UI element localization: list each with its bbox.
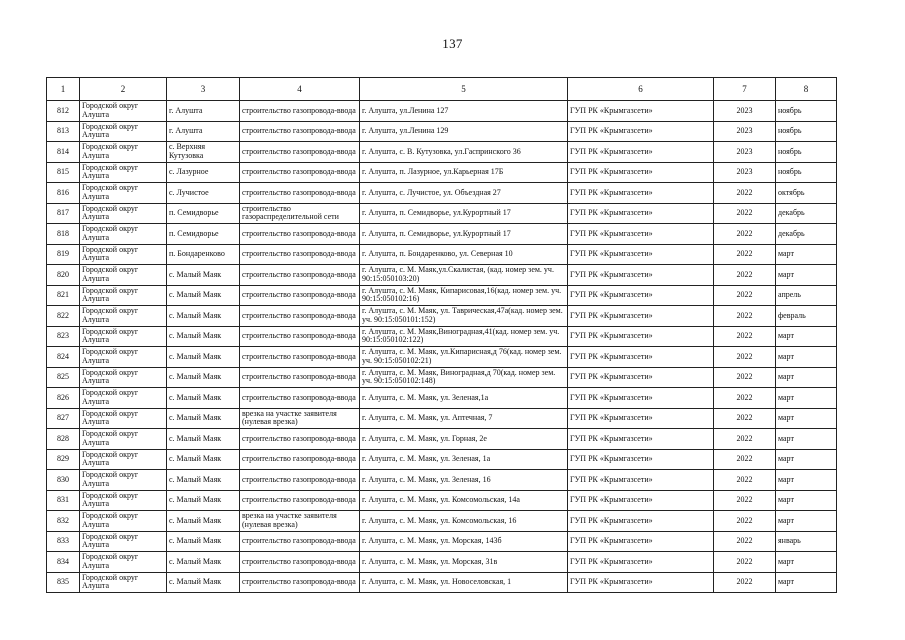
district-cell: Городской округ Алушта [80,162,167,183]
district-cell: Городской округ Алушта [80,511,167,532]
district-cell: Городской округ Алушта [80,552,167,573]
year-cell: 2022 [714,326,776,347]
organization-cell: ГУП РК «Крымгазсети» [568,511,714,532]
address-cell: г. Алушта, с. М. Маяк, ул. Таврическая,47а(кад. номер зем. уч. 90:15:050101:152) [360,306,568,327]
table-row [47,224,837,245]
year-cell: 2022 [714,265,776,286]
row-number-cell: 828 [47,429,80,450]
table-row [47,470,837,491]
table-row [47,326,837,347]
work-type-cell: врезка на участке заявителя (нулевая врезка) [240,408,360,429]
month-cell: март [776,408,837,429]
work-type-cell: строительство газораспределительной сети [240,203,360,224]
address-cell: г. Алушта, с. М. Маяк, ул. Зеленая, 1а [360,449,568,470]
work-type-cell: строительство газопровода-ввода [240,429,360,450]
address-cell: г. Алушта, с. М. Маяк,ул.Скалистая, (кад. номер зем. уч. 90:15:050103:20) [360,265,568,286]
work-type-cell: строительство газопровода-ввода [240,162,360,183]
work-type-cell: строительство газопровода-ввода [240,367,360,388]
year-cell: 2022 [714,285,776,306]
table-row [47,121,837,142]
row-number-cell: 826 [47,388,80,409]
row-number-cell: 831 [47,490,80,511]
row-number-cell: 820 [47,265,80,286]
organization-cell: ГУП РК «Крымгазсети» [568,121,714,142]
row-number-cell: 813 [47,121,80,142]
organization-cell: ГУП РК «Крымгазсети» [568,265,714,286]
address-cell: г. Алушта, ул.Ленина 129 [360,121,568,142]
settlement-cell: с. Малый Маяк [167,347,240,368]
month-cell: март [776,326,837,347]
organization-cell: ГУП РК «Крымгазсети» [568,285,714,306]
district-cell: Городской округ Алушта [80,326,167,347]
settlement-cell: с. Лучистое [167,183,240,204]
table-row [47,244,837,265]
settlement-cell: с. Малый Маяк [167,285,240,306]
work-type-cell: строительство газопровода-ввода [240,552,360,573]
month-cell: март [776,347,837,368]
district-cell: Городской округ Алушта [80,572,167,593]
address-cell: г. Алушта, п. Семидворье, ул.Курортный 17 [360,224,568,245]
work-type-cell: строительство газопровода-ввода [240,449,360,470]
district-cell: Городской округ Алушта [80,203,167,224]
row-number-cell: 819 [47,244,80,265]
year-cell: 2022 [714,388,776,409]
row-number-cell: 827 [47,408,80,429]
month-cell: декабрь [776,224,837,245]
column-header: 6 [568,78,714,101]
table-row [47,490,837,511]
row-number-cell: 830 [47,470,80,491]
year-cell: 2022 [714,306,776,327]
work-type-cell: строительство газопровода-ввода [240,531,360,552]
district-cell: Городской округ Алушта [80,429,167,450]
settlement-cell: с. Малый Маяк [167,388,240,409]
month-cell: март [776,429,837,450]
month-cell: ноябрь [776,101,837,122]
settlement-cell: с. Малый Маяк [167,408,240,429]
address-cell: г. Алушта, с. М. Маяк, ул. Морская, 31в [360,552,568,573]
address-cell: г. Алушта, с. Лучистое, ул. Объездная 27 [360,183,568,204]
district-cell: Городской округ Алушта [80,531,167,552]
month-cell: март [776,244,837,265]
column-header: 4 [240,78,360,101]
table-row [47,511,837,532]
month-cell: февраль [776,306,837,327]
settlement-cell: с. Малый Маяк [167,265,240,286]
settlement-cell: с. Малый Маяк [167,367,240,388]
district-cell: Городской округ Алушта [80,244,167,265]
gas-works-table [46,77,837,593]
address-cell: г. Алушта, с. М. Маяк,Виноградная,41(кад. номер зем. уч. 90:15:050102:122) [360,326,568,347]
table-row [47,101,837,122]
settlement-cell: с. Лазурное [167,162,240,183]
table-row [47,572,837,593]
district-cell: Городской округ Алушта [80,265,167,286]
district-cell: Городской округ Алушта [80,285,167,306]
row-number-cell: 821 [47,285,80,306]
settlement-cell: г. Алушта [167,121,240,142]
year-cell: 2022 [714,203,776,224]
organization-cell: ГУП РК «Крымгазсети» [568,408,714,429]
column-header: 7 [714,78,776,101]
year-cell: 2022 [714,552,776,573]
settlement-cell: с. Малый Маяк [167,429,240,450]
month-cell: январь [776,531,837,552]
year-cell: 2022 [714,572,776,593]
year-cell: 2022 [714,429,776,450]
year-cell: 2022 [714,347,776,368]
month-cell: март [776,572,837,593]
address-cell: г. Алушта, с. М. Маяк, ул. Зеленая,1а [360,388,568,409]
district-cell: Городской округ Алушта [80,408,167,429]
table-row [47,449,837,470]
work-type-cell: строительство газопровода-ввода [240,142,360,163]
row-number-cell: 824 [47,347,80,368]
organization-cell: ГУП РК «Крымгазсети» [568,490,714,511]
address-cell: г. Алушта, с. М. Маяк, ул. Горная, 2е [360,429,568,450]
row-number-cell: 817 [47,203,80,224]
year-cell: 2022 [714,511,776,532]
table-row [47,306,837,327]
settlement-cell: с. Малый Маяк [167,490,240,511]
row-number-cell: 833 [47,531,80,552]
settlement-cell: с. Малый Маяк [167,572,240,593]
year-cell: 2022 [714,224,776,245]
table-row [47,203,837,224]
settlement-cell: с. Малый Маяк [167,511,240,532]
organization-cell: ГУП РК «Крымгазсети» [568,203,714,224]
year-cell: 2022 [714,183,776,204]
row-number-cell: 814 [47,142,80,163]
organization-cell: ГУП РК «Крымгазсети» [568,572,714,593]
district-cell: Городской округ Алушта [80,347,167,368]
row-number-cell: 816 [47,183,80,204]
district-cell: Городской округ Алушта [80,306,167,327]
settlement-cell: с. Малый Маяк [167,552,240,573]
organization-cell: ГУП РК «Крымгазсети» [568,470,714,491]
page-number: 137 [442,36,463,51]
organization-cell: ГУП РК «Крымгазсети» [568,162,714,183]
month-cell: март [776,388,837,409]
organization-cell: ГУП РК «Крымгазсети» [568,326,714,347]
column-header: 3 [167,78,240,101]
district-cell: Городской округ Алушта [80,121,167,142]
organization-cell: ГУП РК «Крымгазсети» [568,306,714,327]
settlement-cell: п. Семидворье [167,224,240,245]
column-number-row [47,78,837,101]
organization-cell: ГУП РК «Крымгазсети» [568,101,714,122]
month-cell: март [776,552,837,573]
month-cell: апрель [776,285,837,306]
settlement-cell: п. Бондаренково [167,244,240,265]
district-cell: Городской округ Алушта [80,470,167,491]
district-cell: Городской округ Алушта [80,367,167,388]
work-type-cell: строительство газопровода-ввода [240,224,360,245]
month-cell: ноябрь [776,142,837,163]
year-cell: 2022 [714,449,776,470]
row-number-cell: 818 [47,224,80,245]
address-cell: г. Алушта, ул.Ленина 127 [360,101,568,122]
table-row [47,552,837,573]
work-type-cell: строительство газопровода-ввода [240,121,360,142]
work-type-cell: строительство газопровода-ввода [240,265,360,286]
table-row [47,429,837,450]
organization-cell: ГУП РК «Крымгазсети» [568,388,714,409]
table-row [47,162,837,183]
address-cell: г. Алушта, с. М. Маяк, ул.Кипарисная,д 76(кад. номер зем. уч. 90:15:050102:21) [360,347,568,368]
settlement-cell: г. Алушта [167,101,240,122]
district-cell: Городской округ Алушта [80,490,167,511]
row-number-cell: 832 [47,511,80,532]
address-cell: г. Алушта, с. В. Кутузовка, ул.Гаспринского 36 [360,142,568,163]
work-type-cell: строительство газопровода-ввода [240,388,360,409]
work-type-cell: врезка на участке заявителя (нулевая врезка) [240,511,360,532]
district-cell: Городской округ Алушта [80,142,167,163]
district-cell: Городской округ Алушта [80,101,167,122]
settlement-cell: с. Малый Маяк [167,531,240,552]
organization-cell: ГУП РК «Крымгазсети» [568,552,714,573]
row-number-cell: 812 [47,101,80,122]
work-type-cell: строительство газопровода-ввода [240,306,360,327]
organization-cell: ГУП РК «Крымгазсети» [568,244,714,265]
year-cell: 2023 [714,101,776,122]
table-row [47,408,837,429]
work-type-cell: строительство газопровода-ввода [240,285,360,306]
address-cell: г. Алушта, с. М. Маяк, Кипарисовая,16(кад. номер зем. уч. 90:15:050102:16) [360,285,568,306]
year-cell: 2022 [714,470,776,491]
table-row [47,265,837,286]
column-header: 1 [47,78,80,101]
address-cell: г. Алушта, с. М. Маяк, ул. Морская, 143б [360,531,568,552]
column-header: 8 [776,78,837,101]
year-cell: 2022 [714,490,776,511]
address-cell: г. Алушта, п. Лазурное, ул.Карьерная 17Б [360,162,568,183]
month-cell: март [776,449,837,470]
settlement-cell: с. Малый Маяк [167,470,240,491]
settlement-cell: п. Семидворье [167,203,240,224]
month-cell: декабрь [776,203,837,224]
address-cell: г. Алушта, с. М. Маяк, ул. Аптечная, 7 [360,408,568,429]
table-row [47,367,837,388]
address-cell: г. Алушта, п. Бондаренково, ул. Северная 10 [360,244,568,265]
table-row [47,531,837,552]
year-cell: 2023 [714,162,776,183]
work-type-cell: строительство газопровода-ввода [240,490,360,511]
settlement-cell: с. Малый Маяк [167,306,240,327]
month-cell: ноябрь [776,162,837,183]
work-type-cell: строительство газопровода-ввода [240,470,360,491]
district-cell: Городской округ Алушта [80,183,167,204]
address-cell: г. Алушта, с. М. Маяк, ул. Новоселовская, 1 [360,572,568,593]
row-number-cell: 829 [47,449,80,470]
district-cell: Городской округ Алушта [80,224,167,245]
table-row [47,285,837,306]
address-cell: г. Алушта, с. М. Маяк, Виноградная,д 70(кад. номер зем. уч. 90:15:050102:148) [360,367,568,388]
year-cell: 2022 [714,244,776,265]
month-cell: март [776,367,837,388]
column-header: 2 [80,78,167,101]
work-type-cell: строительство газопровода-ввода [240,572,360,593]
row-number-cell: 815 [47,162,80,183]
address-cell: г. Алушта, с. М. Маяк, ул. Комсомольская, 16 [360,511,568,532]
organization-cell: ГУП РК «Крымгазсети» [568,347,714,368]
table-row [47,183,837,204]
row-number-cell: 823 [47,326,80,347]
organization-cell: ГУП РК «Крымгазсети» [568,449,714,470]
organization-cell: ГУП РК «Крымгазсети» [568,531,714,552]
month-cell: ноябрь [776,121,837,142]
address-cell: г. Алушта, с. М. Маяк, ул. Зеленая, 16 [360,470,568,491]
work-type-cell: строительство газопровода-ввода [240,183,360,204]
district-cell: Городской округ Алушта [80,388,167,409]
year-cell: 2023 [714,121,776,142]
year-cell: 2023 [714,142,776,163]
row-number-cell: 834 [47,552,80,573]
table-row [47,142,837,163]
table-row [47,388,837,409]
table-row [47,347,837,368]
address-cell: г. Алушта, п. Семидворье, ул.Курортный 17 [360,203,568,224]
settlement-cell: с. Малый Маяк [167,449,240,470]
work-type-cell: строительство газопровода-ввода [240,101,360,122]
settlement-cell: с. Малый Маяк [167,326,240,347]
organization-cell: ГУП РК «Крымгазсети» [568,183,714,204]
settlement-cell: с. Верхняя Кутузовка [167,142,240,163]
year-cell: 2022 [714,367,776,388]
district-cell: Городской округ Алушта [80,449,167,470]
address-cell: г. Алушта, с. М. Маяк, ул. Комсомольская, 14а [360,490,568,511]
month-cell: октябрь [776,183,837,204]
work-type-cell: строительство газопровода-ввода [240,326,360,347]
row-number-cell: 835 [47,572,80,593]
month-cell: март [776,490,837,511]
work-type-cell: строительство газопровода-ввода [240,244,360,265]
row-number-cell: 822 [47,306,80,327]
work-type-cell: строительство газопровода-ввода [240,347,360,368]
organization-cell: ГУП РК «Крымгазсети» [568,429,714,450]
month-cell: март [776,511,837,532]
year-cell: 2022 [714,408,776,429]
month-cell: март [776,265,837,286]
month-cell: март [776,470,837,491]
column-header: 5 [360,78,568,101]
row-number-cell: 825 [47,367,80,388]
year-cell: 2022 [714,531,776,552]
organization-cell: ГУП РК «Крымгазсети» [568,367,714,388]
organization-cell: ГУП РК «Крымгазсети» [568,224,714,245]
organization-cell: ГУП РК «Крымгазсети» [568,142,714,163]
